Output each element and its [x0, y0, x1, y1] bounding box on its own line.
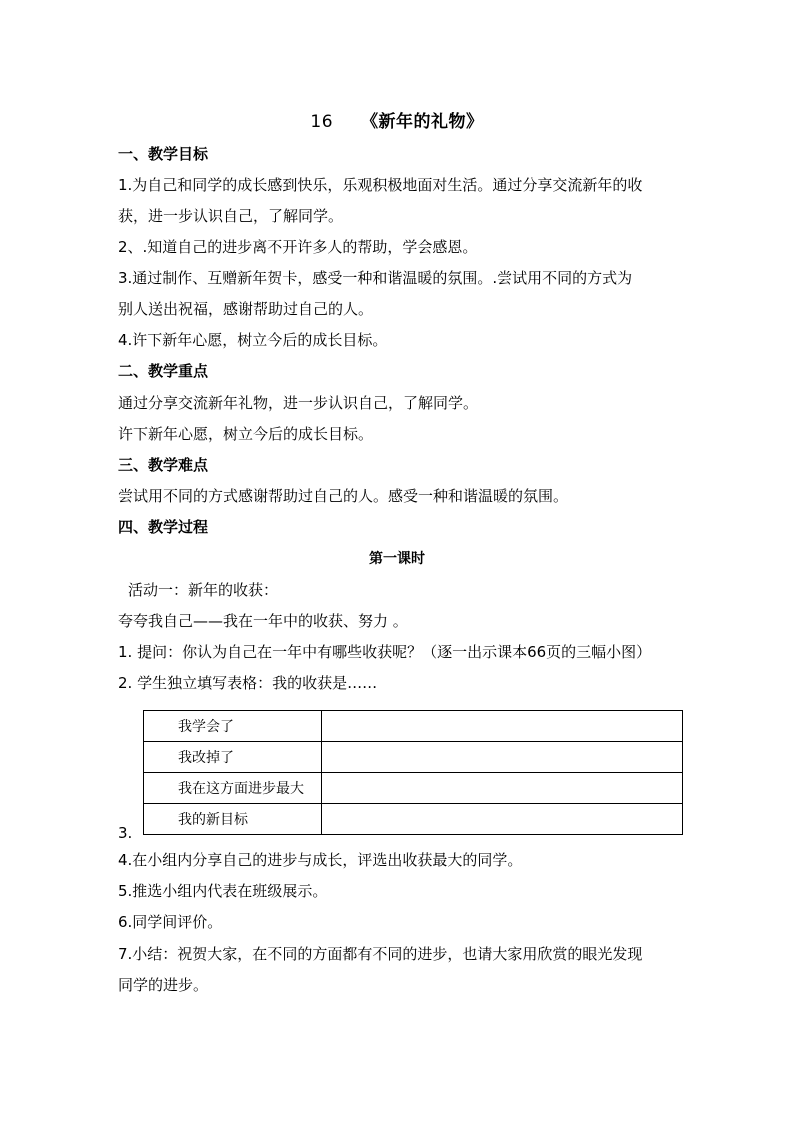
objective-line-6: 4.许下新年心愿，树立今后的成长目标。	[118, 331, 388, 349]
step-1-line: 1. 提问：你认为自己在一年中有哪些收获呢？（逐一出示课本66页的三幅小图）	[118, 643, 652, 661]
step-6-line: 6.同学间评价。	[118, 913, 223, 931]
objective-line-1: 1.为自己和同学的成长感到快乐，乐观积极地面对生活。通过分享交流新年的收	[118, 176, 643, 194]
praise-line: 夸夸我自己——我在一年中的收获、努力 。	[118, 612, 408, 630]
objective-line-2: 获，进一步认识自己，了解同学。	[118, 207, 344, 225]
difficulty-line-1: 尝试用不同的方式感谢帮助过自己的人。感受一种和谐温暖的氛围。	[118, 487, 569, 505]
table-cell-value[interactable]	[322, 773, 683, 804]
step-7-line: 7.小结：祝贺大家，在不同的方面都有不同的进步，也请大家用欣赏的眼光发现	[118, 945, 643, 963]
table-cell-label: 我的新目标	[144, 804, 322, 835]
step-4-line: 4.在小组内分享自己的进步与成长，评选出收获最大的同学。	[118, 851, 523, 869]
table-cell-label: 我学会了	[144, 711, 322, 742]
section-heading-process: 四、教学过程	[118, 518, 209, 536]
section-heading-objectives: 一、教学目标	[118, 145, 209, 163]
table-cell-label: 我改掉了	[144, 742, 322, 773]
gains-table	[143, 710, 683, 835]
objective-line-5: 别人送出祝福，感谢帮助过自己的人。	[118, 300, 374, 318]
step-3-line: 3.	[118, 824, 133, 842]
step-5-line: 5.推选小组内代表在班级展示。	[118, 882, 328, 900]
key-point-line-1: 通过分享交流新年礼物，进一步认识自己，了解同学。	[118, 394, 479, 412]
section-heading-difficulties: 三、教学难点	[118, 456, 209, 474]
activity-one-line: 活动一：新年的收获：	[128, 581, 279, 599]
title-text: 《新年的礼物》	[361, 112, 484, 132]
table-row	[144, 711, 683, 742]
table-cell-value[interactable]	[322, 711, 683, 742]
table-cell-value[interactable]	[322, 742, 683, 773]
step-7-line-continued: 同学的进步。	[118, 976, 209, 994]
step-2-line: 2. 学生独立填写表格：我的收获是……	[118, 674, 378, 692]
table-row	[144, 742, 683, 773]
section-heading-key-points: 二、教学重点	[118, 362, 209, 380]
objective-line-4: 3.通过制作、互赠新年贺卡，感受一种和谐温暖的氛围。.尝试用不同的方式为	[118, 269, 633, 287]
table-row	[144, 804, 683, 835]
table-cell-label: 我在这方面进步最大	[144, 773, 322, 804]
table-cell-value[interactable]	[322, 804, 683, 835]
table-row	[144, 773, 683, 804]
objective-line-3: 2、.知道自己的进步离不开许多人的帮助，学会感恩。	[118, 238, 478, 256]
key-point-line-2: 许下新年心愿，树立今后的成长目标。	[118, 425, 374, 443]
document-title	[0, 107, 794, 132]
title-number: 16	[310, 112, 334, 132]
lesson-heading: 第一课时	[369, 551, 425, 567]
